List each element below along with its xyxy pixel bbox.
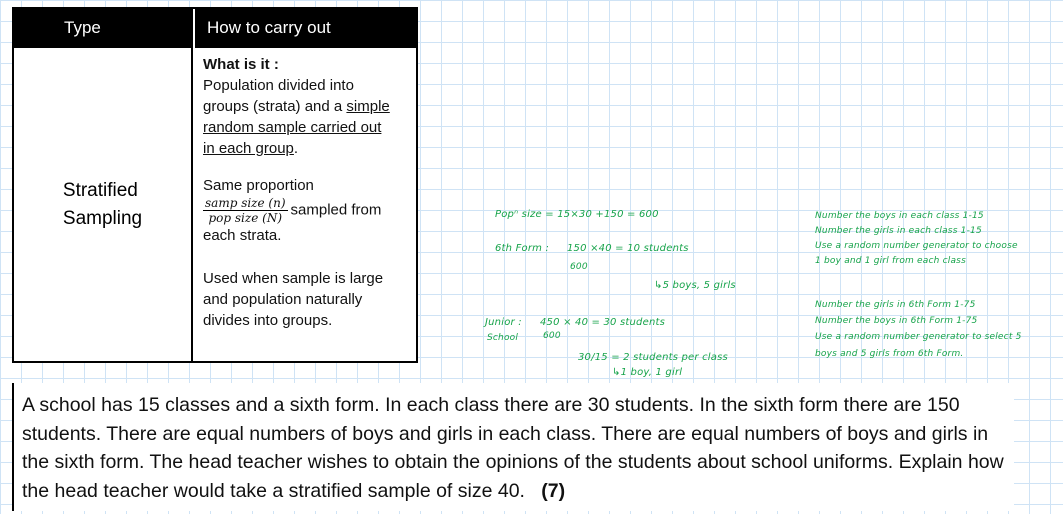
same-proportion: Same proportion [203,177,314,194]
hw-school-label: School [487,333,519,343]
hw-right-line-2: Number the girls in each class 1-15 [815,226,982,236]
question-marks: (7) [541,479,566,502]
each-strata: each strata. [203,227,282,244]
sampled-from: sampled from [290,201,382,219]
hw-junior-den: 600 [543,331,561,341]
what-heading: What is it : [203,56,279,73]
hw-right-line-3: Use a random number generator to choose [815,241,1018,251]
hw-junior-label: Junior : [485,317,522,328]
hw-right-line-1: Number the boys in each class 1-15 [815,211,984,221]
what-line-2b: simple [346,98,390,115]
used-line-3: divides into groups. [203,312,333,329]
table-header [14,9,416,48]
header-type: Type [64,18,101,37]
question-paragraph [14,383,1014,505]
what-line-1: Population divided into [203,77,354,94]
fraction-numerator: samp size (n) [205,196,286,210]
hw-sixth-form-den: 600 [570,262,588,272]
stratified-sampling-card [12,7,418,363]
type-line-1: Stratified [62,179,138,201]
hw-pop-size: Popⁿ size = 15×30 +150 = 600 [495,209,659,220]
hw-right-line-8: boys and 5 girls from 6th Form. [815,349,964,359]
hw-per-class: 30/15 = 2 students per class [578,352,728,363]
what-line-4 [203,138,416,159]
question-box [12,383,1014,511]
type-cell [14,48,193,361]
hw-right-line-5: Number the girls in 6th Form 1-75 [815,300,976,310]
hw-right-line-4: 1 boy and 1 girl from each class [815,256,966,266]
type-line-2: Sampling [62,207,143,229]
proportion-row [203,196,416,225]
hw-sixth-form-split: ↳5 boys, 5 girls [654,280,736,291]
hw-right-line-7: Use a random number generator to select 5 [815,332,1022,342]
what-line-3: random sample carried out [203,119,382,136]
hw-right-line-6: Number the boys in 6th Form 1-75 [815,316,978,326]
used-line-2: and population naturally [203,291,363,308]
hw-per-class-split: ↳1 boy, 1 girl [612,367,683,378]
what-line-2a: groups (strata) and a [203,98,347,115]
fraction-denominator: pop size (N) [208,211,282,225]
hw-junior-calc: 450 × 40 = 30 students [540,317,666,328]
what-line-4-text: in each group [203,140,294,157]
header-how: How to carry out [193,9,416,48]
question-text: A school has 15 classes and a sixth form. In each class there are 30 students. In the sixth form there are 150 students. There are equal numbers of boys and girls in each class. There are equal numbers of boys and girls in the sixth form. The head teacher wishes to obtain the opinions of the students about school uniforms. Explain how the head teacher would take a stratified sample of size 40. [22,394,1004,502]
used-line-1: Used when sample is large [203,270,384,287]
hw-sixth-form-label: 6th Form : [495,243,550,254]
how-cell [193,48,416,361]
what-line-2 [203,96,416,117]
what-line-4-end: . [293,140,299,157]
table-body [14,48,416,361]
hw-sixth-form-calc: 150 ×40 = 10 students [567,243,689,254]
proportion-fraction [203,196,288,225]
